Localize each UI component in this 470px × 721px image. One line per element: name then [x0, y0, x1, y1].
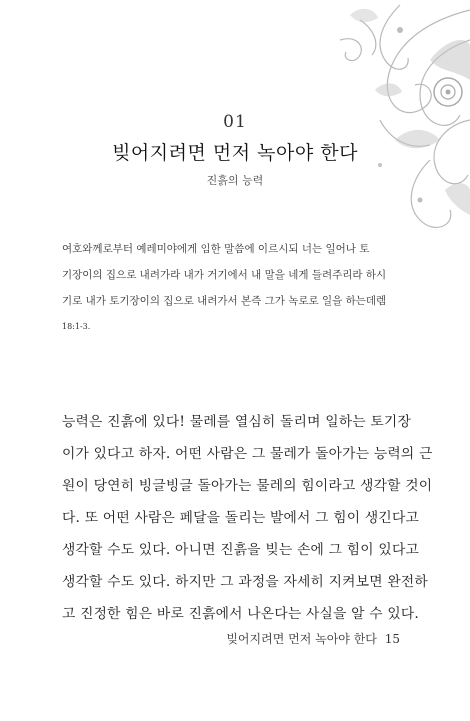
page-number: 15: [384, 632, 400, 646]
scripture-quote: [62, 236, 387, 340]
body-line: 생각할 수도 있다. 아니면 진흙을 빚는 손에 그 힘이 있다고: [62, 542, 419, 558]
body-line: 원이 당연히 빙글빙글 돌아가는 물레의 힘이라고 생각할 것이: [62, 478, 433, 494]
body-line: 다. 또 어떤 사람은 페달을 돌리는 발에서 그 힘이 생긴다고: [62, 510, 419, 526]
body-line: 고 진정한 힘은 바로 진흙에서 나온다는 사실을 알 수 있다.: [62, 606, 419, 622]
quote-line: 기장이의 집으로 내려가라 내가 거기에서 내 말을 네게 들려주리라 하시: [62, 269, 387, 281]
chapter-title: 빚어지려면 먼저 녹아야 한다: [112, 142, 358, 164]
body-line: 능력은 진흙에 있다! 물레를 열심히 돌리며 일하는 토기장: [62, 414, 411, 430]
running-title: 빚어지려면 먼저 녹아야 한다: [226, 632, 377, 646]
quote-reference: 18:1-3.: [62, 322, 91, 331]
body-line: 이가 있다고 하자. 어떤 사람은 그 물레가 돌아가는 능력의 근: [62, 446, 433, 462]
body-line: 생각할 수도 있다. 하지만 그 과정을 자세히 지켜보면 완전하: [62, 574, 428, 590]
quote-line: 여호와께로부터 예레미야에게 임한 말씀에 이르시되 너는 일어나 토: [62, 243, 370, 255]
chapter-subtitle: 진흙의 능력: [206, 174, 264, 187]
quote-line: 기로 내가 토기장이의 집으로 내려가서 본즉 그가 녹로로 일을 하는데렘: [62, 295, 387, 307]
chapter-number: 01: [223, 112, 247, 132]
page-footer: [226, 630, 400, 647]
body-paragraph: [62, 406, 433, 630]
